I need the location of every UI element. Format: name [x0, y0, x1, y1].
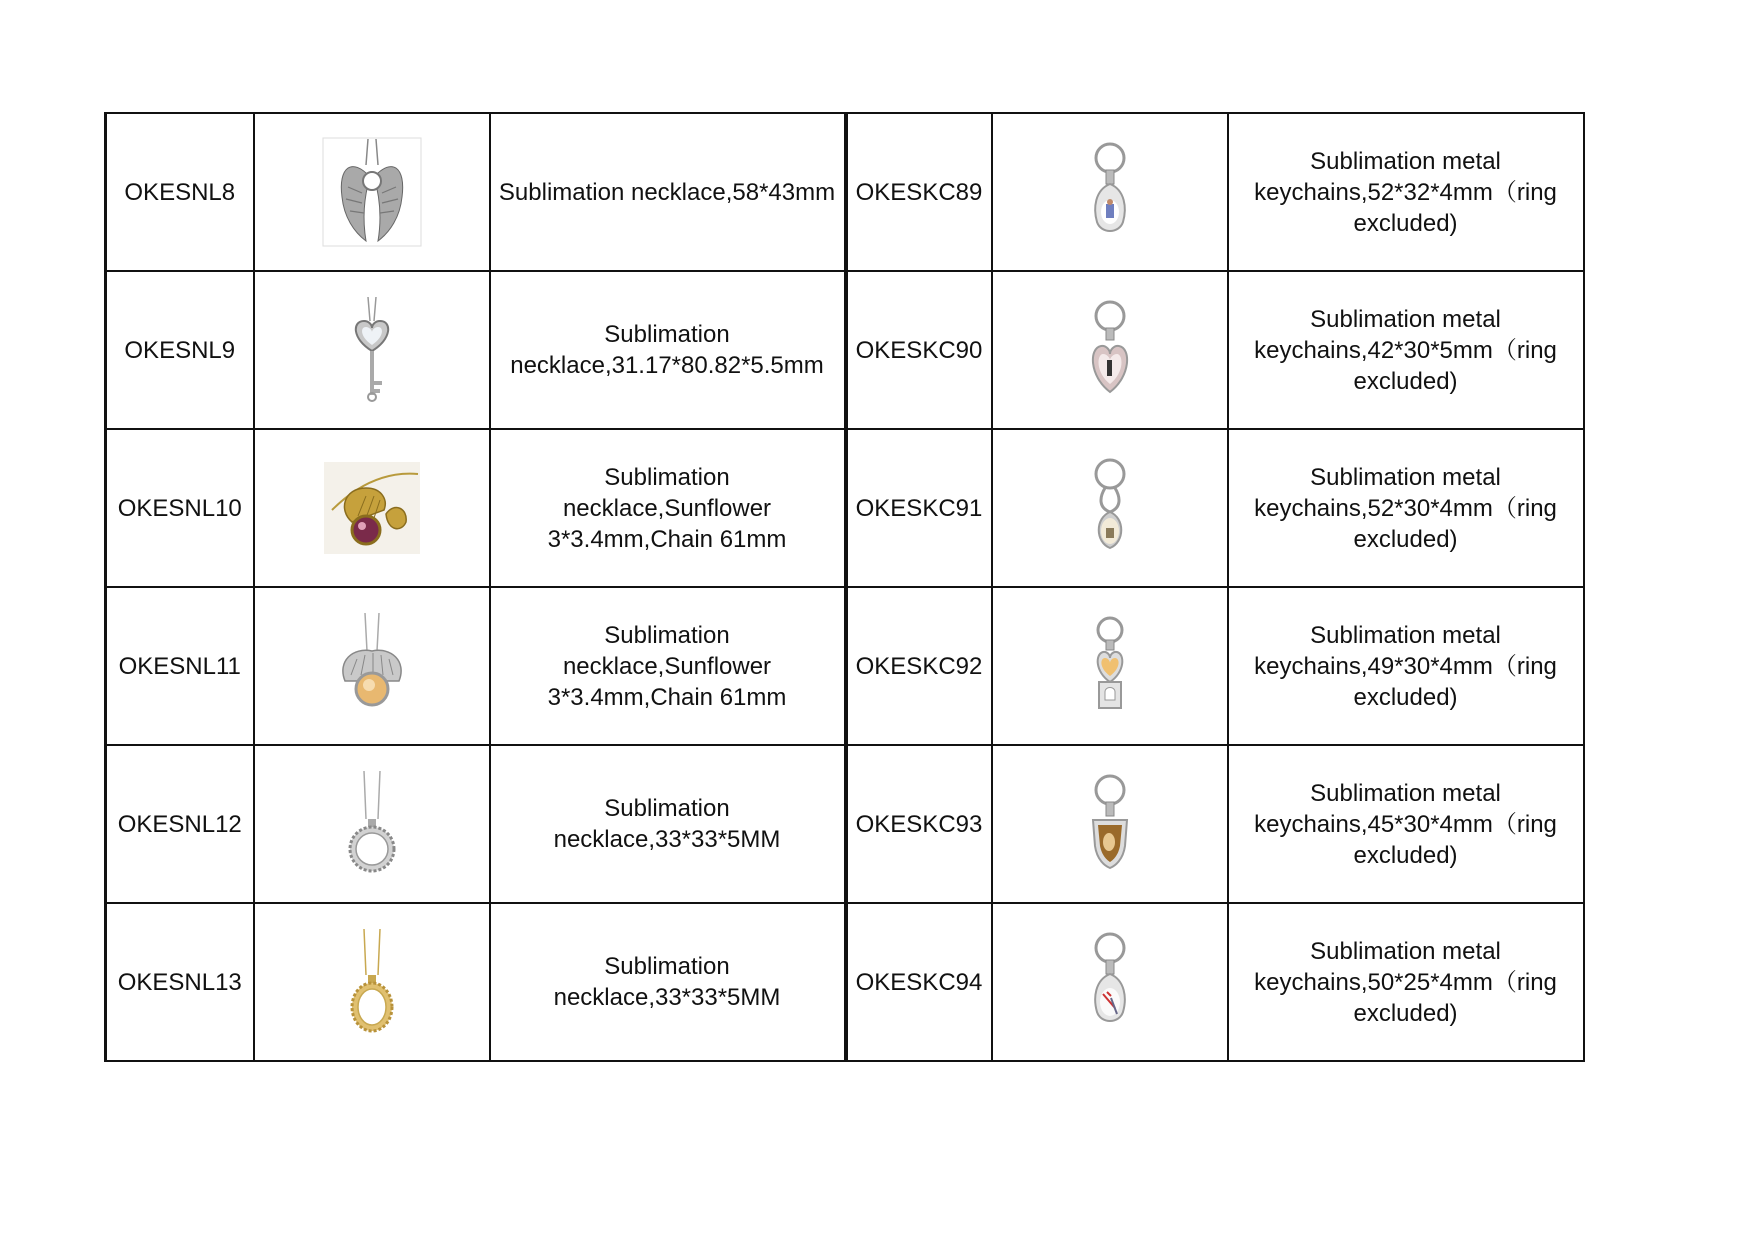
product-code: OKESKC94 — [846, 903, 992, 1061]
table-row — [106, 113, 1584, 271]
table-row — [106, 745, 1584, 903]
table-row — [106, 429, 1584, 587]
product-code: OKESKC89 — [846, 113, 992, 271]
product-image — [254, 745, 490, 903]
product-code: OKESNL11 — [106, 587, 254, 745]
table-row — [106, 271, 1584, 429]
product-description: Sublimation metal keychains,42*30*5mm（ring excluded) — [1228, 271, 1584, 429]
product-code: OKESNL13 — [106, 903, 254, 1061]
product-description: Sublimation necklace,31.17*80.82*5.5mm — [490, 271, 846, 429]
product-image — [254, 903, 490, 1061]
product-code: OKESNL10 — [106, 429, 254, 587]
product-image — [992, 113, 1228, 271]
product-description: Sublimation metal keychains,45*30*4mm（ring excluded) — [1228, 745, 1584, 903]
angel-wings-necklace-icon — [322, 137, 422, 247]
table-row — [106, 587, 1584, 745]
product-code: OKESNL8 — [106, 113, 254, 271]
product-description: Sublimation necklace,Sunflower 3*3.4mm,Chain 61mm — [490, 429, 846, 587]
product-image — [254, 113, 490, 271]
product-description: Sublimation necklace,33*33*5MM — [490, 745, 846, 903]
shield-keychain-icon — [1085, 774, 1135, 874]
product-description: Sublimation metal keychains,52*32*4mm（ring excluded) — [1228, 113, 1584, 271]
product-image — [254, 429, 490, 587]
product-code: OKESKC90 — [846, 271, 992, 429]
product-table — [104, 112, 1585, 1062]
product-description: Sublimation metal keychains,52*30*4mm（ring excluded) — [1228, 429, 1584, 587]
gold-oval-pendant-icon — [332, 927, 412, 1037]
product-image — [992, 587, 1228, 745]
product-description: Sublimation necklace,33*33*5MM — [490, 903, 846, 1061]
product-description: Sublimation necklace,58*43mm — [490, 113, 846, 271]
heart-key-necklace-icon — [332, 295, 412, 405]
product-image — [992, 745, 1228, 903]
product-description: Sublimation metal keychains,50*25*4mm（ring excluded) — [1228, 903, 1584, 1061]
silver-sunflower-locket-icon — [327, 611, 417, 721]
product-code: OKESKC92 — [846, 587, 992, 745]
heart-bottle-opener-keychain-icon — [1085, 616, 1135, 716]
product-description: Sublimation metal keychains,49*30*4mm（ring excluded) — [1228, 587, 1584, 745]
product-description: Sublimation necklace,Sunflower 3*3.4mm,Chain 61mm — [490, 587, 846, 745]
heart-keychain-icon — [1085, 300, 1135, 400]
product-code: OKESNL9 — [106, 271, 254, 429]
gold-sunflower-locket-icon — [322, 460, 422, 556]
table-row — [106, 903, 1584, 1061]
product-image — [992, 429, 1228, 587]
product-code: OKESNL12 — [106, 745, 254, 903]
teardrop-keychain-icon — [1085, 142, 1135, 242]
product-image — [254, 587, 490, 745]
product-code: OKESKC93 — [846, 745, 992, 903]
product-image — [254, 271, 490, 429]
twisted-oval-keychain-icon — [1085, 458, 1135, 558]
drop-keychain-icon — [1085, 932, 1135, 1032]
product-image — [992, 271, 1228, 429]
product-code: OKESKC91 — [846, 429, 992, 587]
product-image — [992, 903, 1228, 1061]
silver-round-pendant-icon — [332, 769, 412, 879]
